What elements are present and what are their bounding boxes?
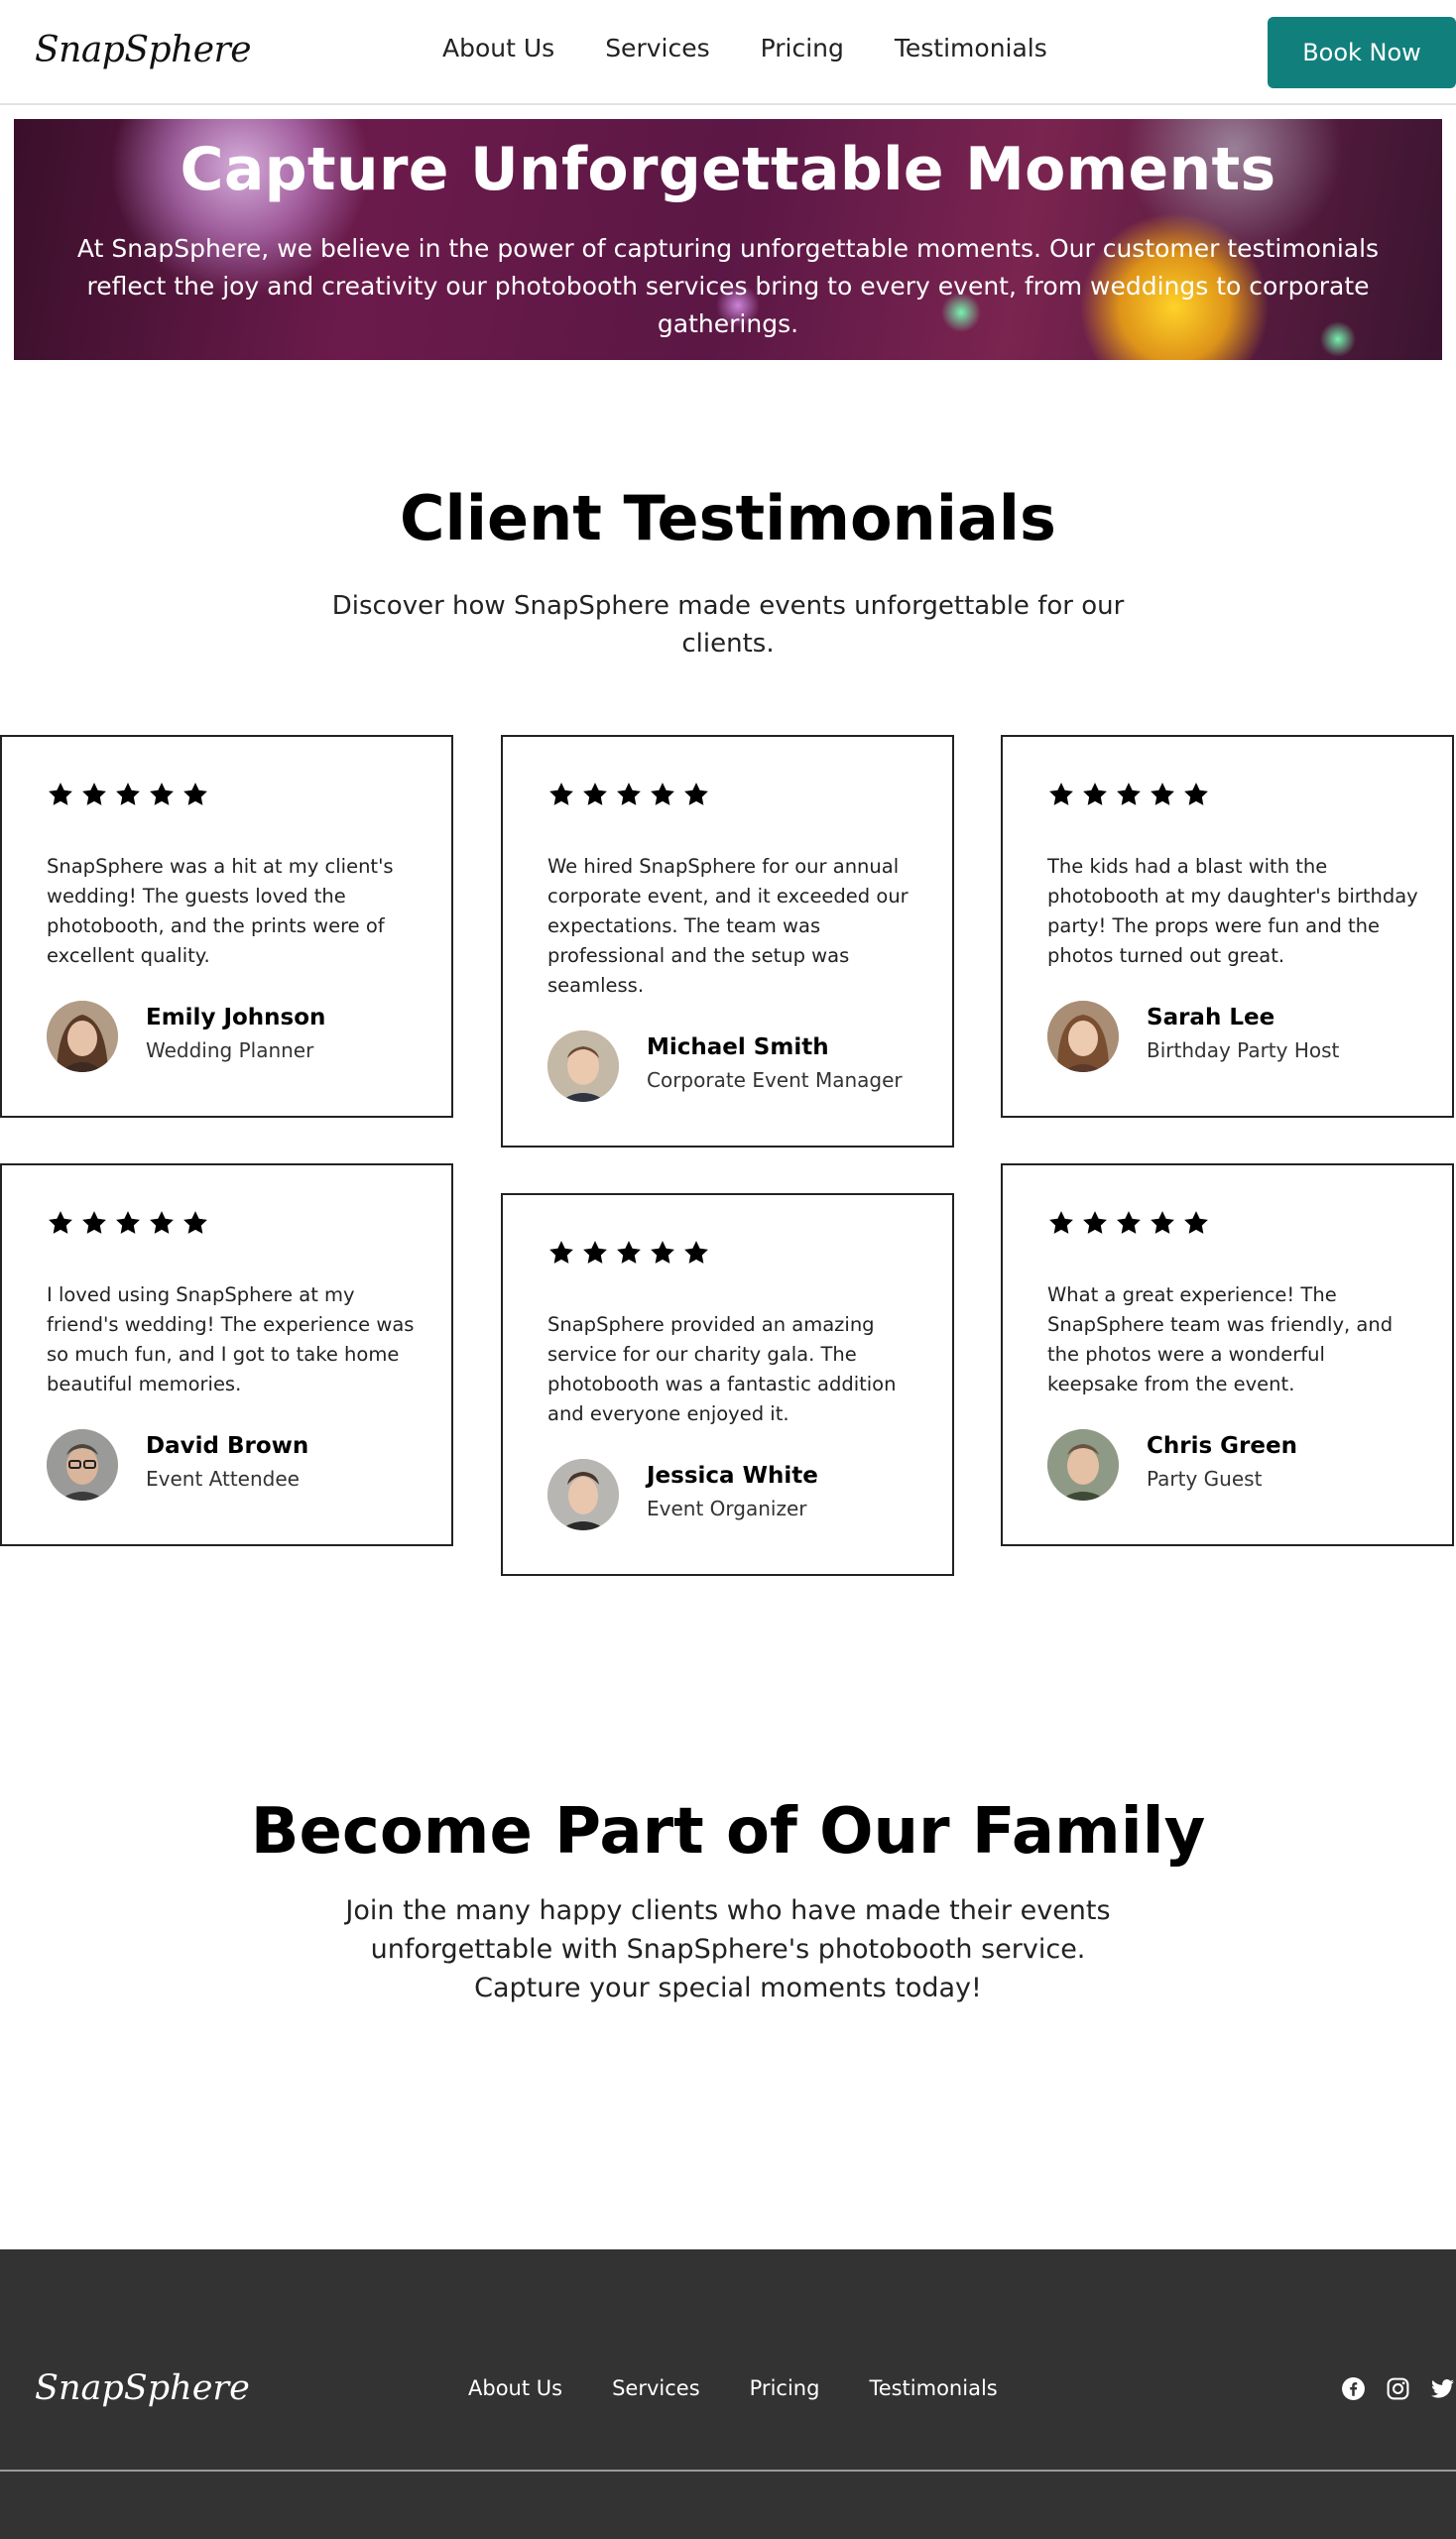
star-icon <box>47 781 74 808</box>
author-role: Event Organizer <box>647 1497 807 1520</box>
testimonial-author <box>1047 1429 1424 1501</box>
star-icon <box>682 1239 710 1267</box>
star-icon <box>615 781 643 808</box>
author-role: Wedding Planner <box>146 1038 314 1062</box>
star-rating <box>1047 781 1210 808</box>
hero-text: At SnapSphere, we believe in the power of capturing unforgettable moments. Our customer testimonials reflect the joy and creativity our photobooth services bring to every event, from weddings to corporate gatherings. <box>76 234 1380 338</box>
avatar <box>547 1459 619 1530</box>
author-name: Sarah Lee <box>1147 1005 1275 1030</box>
author-name: Michael Smith <box>647 1034 829 1060</box>
avatar <box>47 1001 118 1072</box>
testimonial-card <box>0 1163 453 1546</box>
testimonial-author <box>47 1429 424 1501</box>
testimonial-card <box>501 735 954 1148</box>
family-title: Become Part of Our Family <box>250 1795 1206 1869</box>
avatar <box>47 1429 118 1501</box>
star-rating <box>47 781 209 808</box>
author-role: Birthday Party Host <box>1147 1038 1340 1062</box>
footer-nav-testimonials[interactable]: Testimonials <box>869 2376 998 2400</box>
testimonial-card <box>1001 1163 1454 1546</box>
star-icon <box>182 781 209 808</box>
star-icon <box>547 781 575 808</box>
star-icon <box>1047 781 1075 808</box>
author-name: David Brown <box>146 1433 309 1459</box>
star-icon <box>649 781 676 808</box>
testimonial-quote: SnapSphere was a hit at my client's wedding! The guests loved the photobooth, and the prints were of excellent quality. <box>47 855 394 967</box>
star-icon <box>80 1209 108 1237</box>
avatar <box>1047 1001 1119 1072</box>
hero-title: Capture Unforgettable Moments <box>180 135 1276 204</box>
star-icon <box>615 1239 643 1267</box>
star-icon <box>1182 1209 1210 1237</box>
star-icon <box>581 781 609 808</box>
testimonial-quote: I loved using SnapSphere at my friend's wedding! The experience was so much fun, and I got to take home beautiful memories. <box>47 1283 415 1395</box>
testimonial-quote: What a great experience! The SnapSphere team was friendly, and the photos were a wonderful keepsake from the event. <box>1047 1283 1394 1395</box>
testimonial-card <box>501 1193 954 1576</box>
author-role: Party Guest <box>1147 1467 1263 1491</box>
testimonial-quote: We hired SnapSphere for our annual corporate event, and it exceeded our expectations. The team was professional and the setup was seamless. <box>547 855 909 997</box>
logo[interactable]: SnapSphere <box>35 30 252 70</box>
star-icon <box>182 1209 209 1237</box>
star-icon <box>682 781 710 808</box>
star-rating <box>547 781 710 808</box>
author-name: Jessica White <box>647 1463 818 1489</box>
star-icon <box>148 1209 176 1237</box>
site-footer <box>0 2249 1456 2539</box>
book-now-button[interactable]: Book Now <box>1268 17 1456 88</box>
nav-about-us[interactable]: About Us <box>442 34 555 62</box>
avatar <box>1047 1429 1119 1501</box>
author-name: Chris Green <box>1147 1433 1297 1459</box>
footer-nav <box>468 2376 1047 2400</box>
star-rating <box>547 1239 710 1267</box>
star-icon <box>547 1239 575 1267</box>
star-icon <box>581 1239 609 1267</box>
facebook-icon[interactable] <box>1341 2376 1366 2401</box>
star-icon <box>1182 781 1210 808</box>
testimonial-quote: The kids had a blast with the photobooth at my daughter's birthday party! The props were fun and the photos turned out great. <box>1047 855 1418 967</box>
testimonials-title: Client Testimonials <box>400 482 1056 554</box>
footer-logo[interactable]: SnapSphere <box>35 2368 250 2408</box>
testimonial-author <box>547 1030 924 1102</box>
author-role: Corporate Event Manager <box>647 1068 903 1092</box>
star-icon <box>148 781 176 808</box>
star-icon <box>1081 781 1109 808</box>
testimonial-quote: SnapSphere provided an amazing service for our charity gala. The photobooth was a fantastic addition and everyone enjoyed it. <box>547 1313 897 1425</box>
testimonial-card <box>1001 735 1454 1118</box>
testimonials-subtitle: Discover how SnapSphere made events unforgettable for our clients. <box>331 591 1125 659</box>
nav-services[interactable]: Services <box>605 34 710 62</box>
family-text: Join the many happy clients who have made their events unforgettable with SnapSphere's photobooth service. Capture your special moments today! <box>345 1895 1111 2003</box>
star-icon <box>114 781 142 808</box>
nav-pricing[interactable]: Pricing <box>760 34 844 62</box>
star-rating <box>1047 1209 1210 1237</box>
footer-nav-services[interactable]: Services <box>612 2376 700 2400</box>
star-icon <box>649 1239 676 1267</box>
avatar <box>547 1030 619 1102</box>
author-role: Event Attendee <box>146 1467 300 1491</box>
author-name: Emily Johnson <box>146 1005 326 1030</box>
twitter-icon[interactable] <box>1430 2376 1455 2401</box>
star-icon <box>1115 781 1143 808</box>
star-icon <box>1149 781 1176 808</box>
nav-testimonials[interactable]: Testimonials <box>894 34 1047 62</box>
star-icon <box>114 1209 142 1237</box>
star-icon <box>47 1209 74 1237</box>
star-rating <box>47 1209 209 1237</box>
main-nav <box>442 34 1098 62</box>
star-icon <box>1047 1209 1075 1237</box>
testimonial-author <box>547 1459 924 1530</box>
footer-divider <box>0 2470 1456 2472</box>
star-icon <box>1149 1209 1176 1237</box>
instagram-icon[interactable] <box>1386 2376 1410 2401</box>
star-icon <box>80 781 108 808</box>
star-icon <box>1115 1209 1143 1237</box>
hero-banner <box>14 119 1442 360</box>
footer-nav-pricing[interactable]: Pricing <box>749 2376 820 2400</box>
footer-nav-about-us[interactable]: About Us <box>468 2376 563 2400</box>
social-links <box>1341 2376 1455 2401</box>
testimonial-author <box>47 1001 424 1072</box>
star-icon <box>1081 1209 1109 1237</box>
site-header <box>0 0 1456 105</box>
testimonial-author <box>1047 1001 1424 1072</box>
testimonial-card <box>0 735 453 1118</box>
